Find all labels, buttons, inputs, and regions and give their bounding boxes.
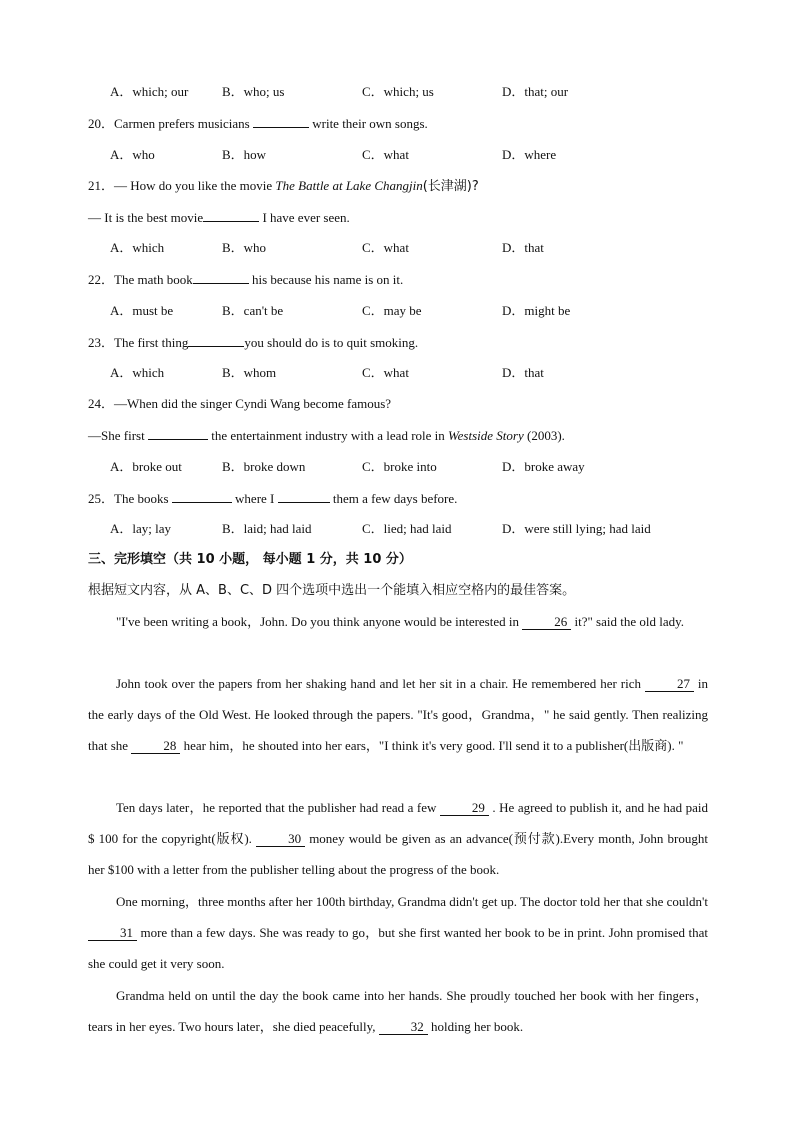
q24-option-b[interactable]: B．broke down: [222, 459, 306, 474]
q23-option-c[interactable]: C．what: [362, 365, 409, 380]
passage-paragraph-2: John took over the papers from her shaking hand and let her sit in a chair. He remembered her rich 27 in the early days of the Old West. He looked through the papers. "It's good，Grandma，" he said gently. Then realizing that she 28 hear him，he shouted into her ears，"I think it's very good. I'll send it to a publisher(出版商). ": [88, 676, 708, 753]
answer-blank: [193, 271, 249, 284]
cloze-blank-30[interactable]: 30: [256, 832, 305, 847]
q25-option-c[interactable]: C．lied; had laid: [362, 521, 452, 536]
section-title: 三、完形填空（共 10 小题， 每小题 1 分，共 10 分）: [88, 552, 412, 567]
cloze-blank-29[interactable]: 29: [440, 801, 489, 816]
answer-blank: [188, 334, 244, 347]
q19-option-a[interactable]: A．which; our: [110, 84, 189, 99]
q24-options: [110, 459, 710, 475]
q24-option-c[interactable]: C．broke into: [362, 459, 437, 474]
q23-options: [110, 365, 710, 381]
q25-option-a[interactable]: A．lay; lay: [110, 521, 172, 536]
cloze-blank-26[interactable]: 26: [522, 615, 571, 630]
q25-options: [110, 521, 710, 537]
passage-paragraph-5: Grandma held on until the day the book came into her hands. She proudly touched her book with her fingers，tears in her eyes. Two hours later，she died peacefully, 32 holding her book.: [88, 988, 708, 1034]
cloze-blank-27[interactable]: 27: [645, 677, 694, 692]
q21-options: [110, 240, 710, 256]
q20-option-d[interactable]: D．where: [502, 147, 557, 162]
passage-paragraph-1: "I've been writing a book，John. Do you think anyone would be interested in 26 it?" said the old lady.: [116, 614, 685, 629]
q24-stem-line2: —She first the entertainment industry with a lead role in Westside Story (2003).: [88, 428, 565, 443]
q21-option-d[interactable]: D．that: [502, 240, 544, 255]
q22-options: [110, 303, 710, 319]
q20-option-a[interactable]: A．who: [110, 147, 155, 162]
q25-stem: 25．The books where I them a few days before.: [88, 491, 458, 506]
q22-stem: 22．The math book his because his name is on it.: [88, 272, 404, 287]
section-instruction: 根据短文内容，从 A、B、C、D 四个选项中选出一个能填入相应空格内的最佳答案。: [88, 583, 576, 598]
q23-option-b[interactable]: B．whom: [222, 365, 277, 380]
q22-option-b[interactable]: B．can't be: [222, 303, 284, 318]
q24-option-d[interactable]: D．broke away: [502, 459, 585, 474]
q20-options: [110, 147, 710, 163]
passage-paragraph-4: One morning，three months after her 100th birthday, Grandma didn't get up. The doctor told her that she couldn't 31 more than a few days. She was ready to go，but she first wanted her book to be in print. John promised that she could get it very soon.: [88, 894, 708, 971]
q23-option-d[interactable]: D．that: [502, 365, 544, 380]
q21-option-a[interactable]: A．which: [110, 240, 165, 255]
q20-option-c[interactable]: C．what: [362, 147, 409, 162]
q22-option-c[interactable]: C．may be: [362, 303, 422, 318]
q23-stem: 23．The first thing you should do is to quit smoking.: [88, 335, 419, 350]
q19-option-c[interactable]: C．which; us: [362, 84, 434, 99]
q21-stem-line2: — It is the best movie I have ever seen.: [88, 210, 350, 225]
q23-option-a[interactable]: A．which: [110, 365, 165, 380]
q19-option-b[interactable]: B．who; us: [222, 84, 285, 99]
q24-stem-line1: 24．—When did the singer Cyndi Wang become famous?: [88, 396, 392, 411]
q19-options: [110, 84, 710, 100]
q20-stem: 20．Carmen prefers musicians write their own songs.: [88, 116, 428, 131]
q21-stem-line1: 21．— How do you like the movie The Battle at Lake Changjin(长津湖)?: [88, 178, 479, 194]
answer-blank: [172, 490, 232, 503]
answer-blank: [148, 427, 208, 440]
cloze-blank-28[interactable]: 28: [131, 739, 180, 754]
q19-option-d[interactable]: D．that; our: [502, 84, 569, 99]
answer-blank: [253, 115, 309, 128]
passage-paragraph-3: Ten days later，he reported that the publisher had read a few 29 . He agreed to publish it, and he had paid $ 100 for the copyright(版权). 30 money would be given as an advance(预付款).Every month, John brought her $100 with a letter from the publisher telling about the progress of the book.: [88, 800, 708, 877]
answer-blank: [203, 209, 259, 222]
q24-option-a[interactable]: A．broke out: [110, 459, 182, 474]
q22-option-d[interactable]: D．might be: [502, 303, 571, 318]
q21-option-c[interactable]: C．what: [362, 240, 409, 255]
cloze-blank-32[interactable]: 32: [379, 1020, 428, 1035]
q20-option-b[interactable]: B．how: [222, 147, 267, 162]
q21-option-b[interactable]: B．who: [222, 240, 267, 255]
q22-option-a[interactable]: A．must be: [110, 303, 174, 318]
q25-option-d[interactable]: D．were still lying; had laid: [502, 521, 651, 536]
q25-option-b[interactable]: B．laid; had laid: [222, 521, 312, 536]
cloze-blank-31[interactable]: 31: [88, 926, 137, 941]
answer-blank: [278, 490, 330, 503]
